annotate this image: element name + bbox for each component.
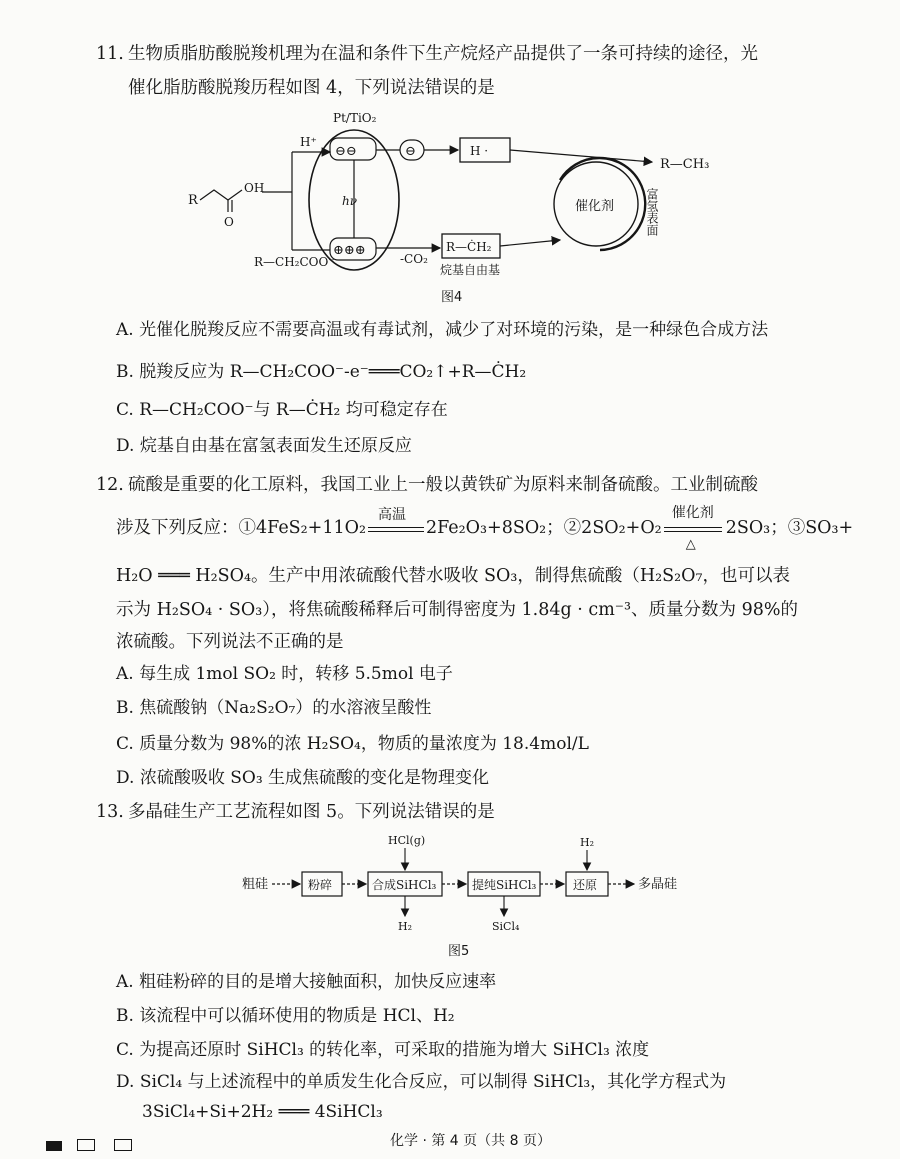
carboxylate-label: R—CH₂COO⁻	[254, 255, 335, 269]
reaction-2-products: 2SO₃；③SO₃+	[725, 518, 854, 538]
q12-option-b: B. 焦硫酸钠（Na₂S₂O₇）的水溶液呈酸性	[116, 698, 432, 718]
q13-option-c: C. 为提高还原时 SiHCl₃ 的转化率，可采取的措施为增大 SiHCl₃ 浓度	[116, 1040, 650, 1060]
question-12-stem-line1: 硫酸是重要的化工原料，我国工业上一般以黄铁矿为原料来制备硫酸。工业制硫酸	[128, 475, 758, 495]
alkyl-radical-formula: R—ĊH₂	[446, 240, 492, 254]
figure-5-caption: 图5	[448, 944, 470, 959]
electron-icon: ⊖	[405, 144, 416, 159]
acid-oh-label: OH	[244, 181, 265, 195]
reaction-2-condition-bottom: △	[685, 536, 696, 552]
q13-option-a: A. 粗硅粉碎的目的是增大接触面积，加快反应速率	[116, 972, 497, 992]
q12-option-d: D. 浓硫酸吸收 SO₃ 生成焦硫酸的变化是物理变化	[116, 768, 490, 788]
flow-box-synthesis-label: 合成SiHCl₃	[372, 878, 437, 892]
flow-box-purify-label: 提纯SiHCl₃	[472, 878, 537, 892]
question-12-stem-line4: 示为 H₂SO₄ · SO₃），将焦硫酸稀释后可制得密度为 1.84g · cm⁻³、质量分数为 98%的	[116, 600, 799, 620]
acid-r-label: R	[188, 193, 198, 208]
filled-mark-icon	[46, 1141, 62, 1151]
q12-option-c: C. 质量分数为 98%的浓 H₂SO₄，物质的量浓度为 18.4mol/L	[116, 734, 589, 754]
flow-end-label: 多晶硅	[638, 877, 678, 892]
reaction-2-condition-top: 催化剂	[671, 504, 714, 521]
alkyl-radical-label: 烷基自由基	[440, 263, 501, 277]
question-13-stem: 多晶硅生产工艺流程如图 5。下列说法错误的是	[128, 802, 495, 822]
reaction-1-reactants: 涉及下列反应：①4FeS₂+11O₂	[116, 518, 366, 538]
page-footer: 化学 · 第 4 页（共 8 页）	[390, 1133, 551, 1149]
acid-o-label: O	[224, 215, 234, 229]
question-12-stem-line2	[116, 504, 854, 552]
reaction-1-products: 2Fe₂O₃+8SO₂；②2SO₂+O₂	[425, 518, 662, 538]
page-marks	[46, 1136, 132, 1155]
question-11-number: 11.	[96, 44, 124, 64]
question-12-number: 12.	[96, 475, 124, 495]
flow-start-label: 粗硅	[242, 877, 269, 892]
reaction-2-condition-arrow	[662, 504, 726, 552]
flow-output-h2: H₂	[398, 920, 413, 933]
q11-option-c: C. R—CH₂COO⁻与 R—ĊH₂ 均可稳定存在	[116, 400, 448, 420]
hv-label: hν	[342, 194, 358, 208]
question-11-stem-line1: 生物质脂肪酸脱羧机理为在温和条件下生产烷烃产品提供了一条可持续的途径，光	[128, 44, 758, 64]
q13-option-d-equation: 3SiCl₄+Si+2H₂ ═══ 4SiHCl₃	[142, 1102, 383, 1122]
flow-box-crush-label: 粉碎	[308, 878, 333, 892]
question-12-stem-line3: H₂O ═══ H₂SO₄。生产中用浓硫酸代替水吸收 SO₃，制得焦硫酸（H₂S₂O₇，也可以表	[116, 566, 791, 586]
q11-option-a: A. 光催化脱羧反应不需要高温或有毒试剂，减少了对环境的污染，是一种绿色合成方法	[116, 320, 769, 340]
question-12-stem-line5: 浓硫酸。下列说法不正确的是	[116, 632, 344, 652]
flow-output-sicl4: SiCl₄	[492, 920, 520, 933]
figure-5-flowchart	[0, 826, 900, 938]
q13-option-d: D. SiCl₄ 与上述流程中的单质发生化合反应，可以制得 SiHCl₃，其化学方程式为	[116, 1072, 727, 1092]
h-radical-label: H ·	[470, 144, 489, 158]
figure-4-caption: 图4	[441, 290, 463, 305]
catalyst-ring-label: 催化剂	[575, 199, 615, 214]
q11-option-b: B. 脱羧反应为 R—CH₂COO⁻-e⁻═══CO₂↑+R—ĊH₂	[116, 362, 527, 382]
catalyst-label: Pt/TiO₂	[333, 111, 377, 125]
reaction-1-condition: 高温	[377, 506, 406, 523]
flow-box-reduce-label: 还原	[573, 878, 598, 892]
electrons-icon: ⊖⊖	[335, 144, 357, 159]
empty-mark-icon	[77, 1139, 95, 1151]
q11-option-d: D. 烷基自由基在富氢表面发生还原反应	[116, 436, 412, 456]
product-label: R—CH₃	[660, 157, 710, 172]
q12-option-a: A. 每生成 1mol SO₂ 时，转移 5.5mol 电子	[116, 664, 453, 684]
flow-input-h2: H₂	[580, 836, 595, 849]
holes-icon: ⊕⊕⊕	[333, 243, 366, 258]
reaction-1-condition-arrow	[366, 506, 426, 541]
minus-co2-label: -CO₂	[400, 252, 428, 266]
empty-mark-icon	[114, 1139, 132, 1151]
h-plus-label: H⁺	[300, 135, 317, 149]
flow-input-hcl: HCl(g)	[388, 834, 426, 847]
hydrogen-rich-surface-label: 富氢表面	[645, 188, 659, 236]
q13-option-b: B. 该流程中可以循环使用的物质是 HCl、H₂	[116, 1006, 455, 1026]
question-11-stem-line2: 催化脂肪酸脱羧历程如图 4，下列说法错误的是	[128, 78, 495, 98]
question-13-number: 13.	[96, 802, 124, 822]
